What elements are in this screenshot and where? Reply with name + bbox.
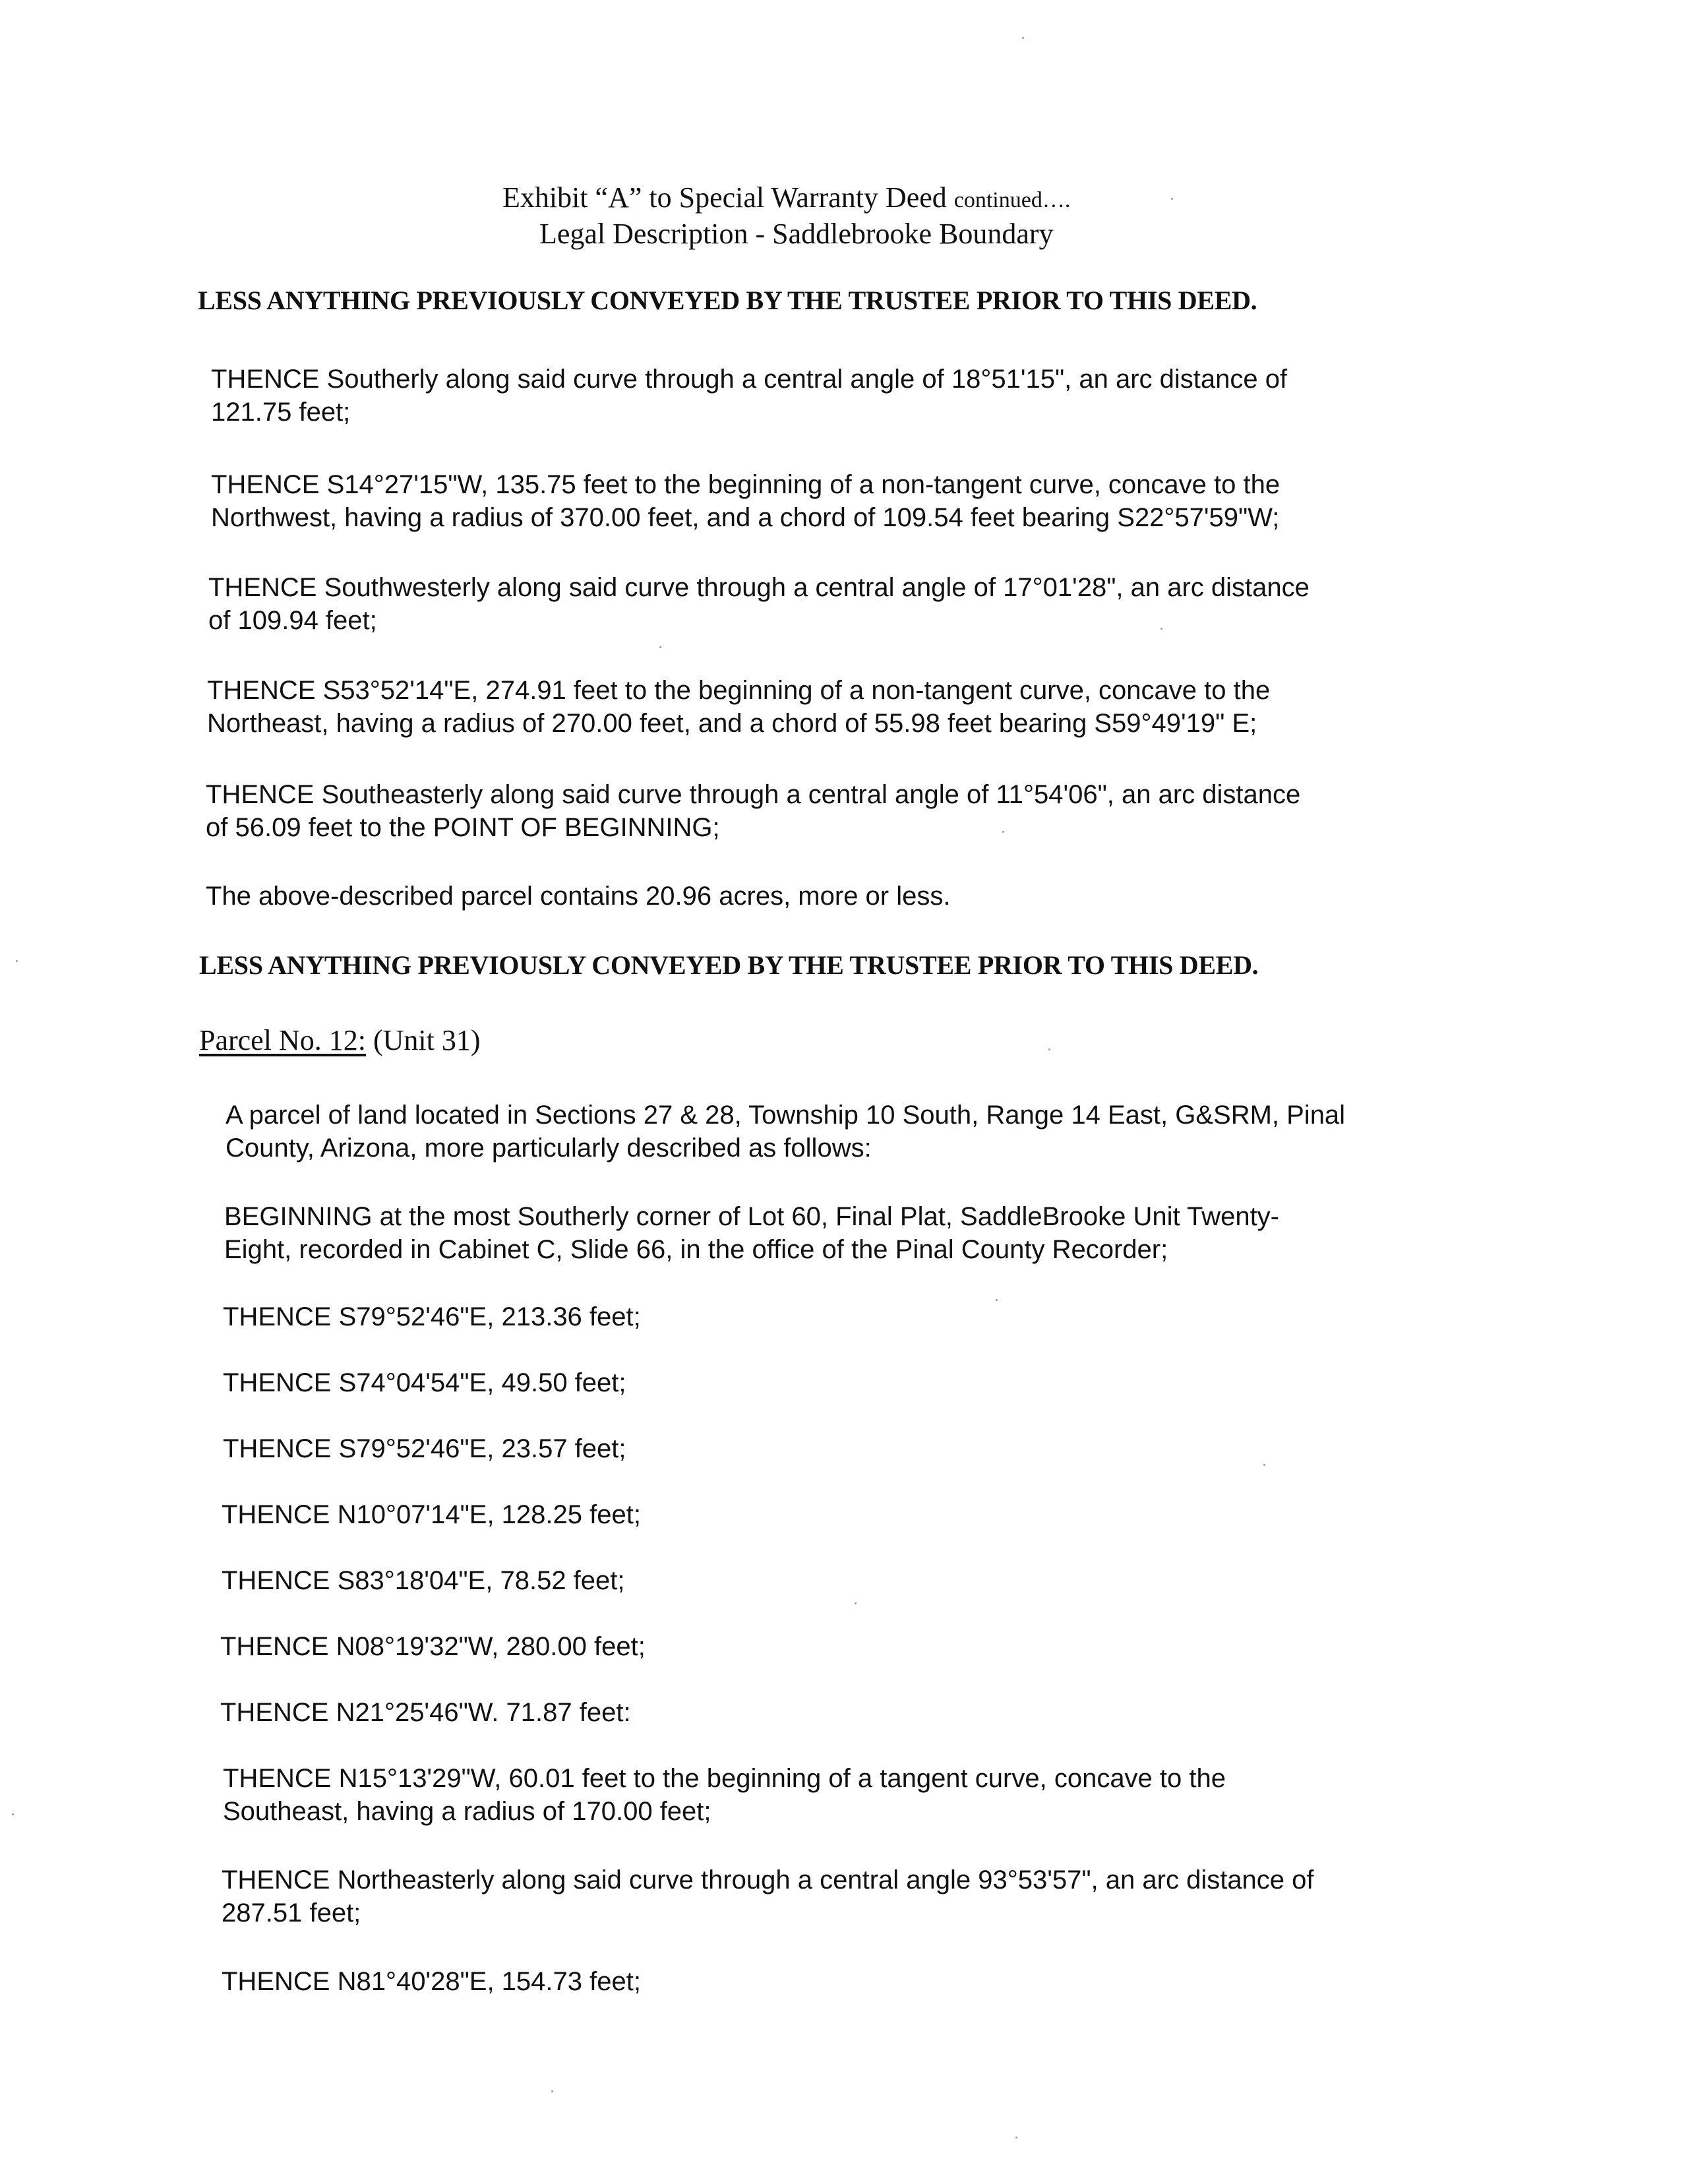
exhibit-title-continued: continued…. <box>953 188 1071 212</box>
exhibit-title-main: Exhibit “A” to Special Warranty Deed <box>502 181 954 214</box>
parcel-heading <box>199 1022 480 1059</box>
course-3: THENCE S79°52'46"E, 23.57 feet; <box>223 1434 626 1463</box>
scan-speck <box>12 1813 14 1815</box>
course-7: THENCE N21°25'46"W. 71.87 feet: <box>220 1698 631 1727</box>
course-8: THENCE N15°13'29"W, 60.01 feet to the beginning of a tangent curve, concave to the Southeast, having a radius of 170.00 feet; <box>223 1764 1226 1826</box>
paragraph-3: THENCE Southwesterly along said curve through a central angle of 17°01'28", an arc distance of 109.94 feet; <box>208 573 1310 635</box>
scan-speck <box>1022 37 1024 39</box>
scan-speck <box>16 960 18 962</box>
course-9: THENCE Northeasterly along said curve through a central angle 93°53'57", an arc distance of 287.51 feet; <box>222 1866 1314 1927</box>
paragraph-1: THENCE Southerly along said curve through a central angle of 18°51'15", an arc distance of 121.75 feet; <box>211 365 1288 427</box>
paragraph-4: THENCE S53°52'14"E, 274.91 feet to the beginning of a non-tangent curve, concave to the Northeast, having a radius of 270.00 feet, and a chord of 55.98 feet bearing S59°49'19" E; <box>207 676 1271 738</box>
scan-speck <box>1171 198 1173 200</box>
scan-speck <box>1048 1048 1050 1050</box>
scan-speck <box>996 1299 998 1301</box>
scan-speck <box>1160 628 1162 630</box>
scan-speck <box>1015 2137 1017 2138</box>
course-10: THENCE N81°40'28"E, 154.73 feet; <box>222 1967 641 1996</box>
parcel-location: A parcel of land located in Sections 27 & 28, Township 10 South, Range 14 East, G&SRM, Pinal County, Arizona, more particularly described as follows: <box>226 1101 1346 1163</box>
legal-description-title: Legal Description - Saddlebrooke Boundary <box>539 218 1054 250</box>
point-of-beginning: BEGINNING at the most Southerly corner of Lot 60, Final Plat, SaddleBrooke Unit Twenty- Eight, recorded in Cabinet C, Slide 66, in the office of the Pinal County Recorder; <box>224 1202 1279 1264</box>
paragraph-5: THENCE Southeasterly along said curve through a central angle of 11°54'06", an arc distance of 56.09 feet to the POINT OF BEGINNING; <box>206 780 1301 842</box>
scan-speck <box>551 2090 553 2092</box>
course-1: THENCE S79°52'46"E, 213.36 feet; <box>223 1302 641 1331</box>
course-2: THENCE S74°04'54"E, 49.50 feet; <box>223 1368 626 1397</box>
paragraph-2: THENCE S14°27'15"W, 135.75 feet to the beginning of a non-tangent curve, concave to the Northwest, having a radius of 370.00 feet, and a chord of 109.54 feet bearing S22°57'59"W; <box>211 470 1281 532</box>
exhibit-title <box>502 179 1070 219</box>
less-notice-2: LESS ANYTHING PREVIOUSLY CONVEYED BY THE TRUSTEE PRIOR TO THIS DEED. <box>199 950 1259 980</box>
scan-speck <box>1263 1464 1265 1466</box>
scan-speck <box>855 1602 857 1604</box>
scan-speck <box>659 646 661 648</box>
course-5: THENCE S83°18'04"E, 78.52 feet; <box>222 1566 625 1595</box>
parcel-number: Parcel No. 12: <box>199 1024 366 1056</box>
parcel-unit: (Unit 31) <box>365 1024 481 1056</box>
acreage-statement: The above-described parcel contains 20.96 acres, more or less. <box>206 882 951 911</box>
less-notice-1: LESS ANYTHING PREVIOUSLY CONVEYED BY THE TRUSTEE PRIOR TO THIS DEED. <box>198 286 1257 315</box>
course-6: THENCE N08°19'32"W, 280.00 feet; <box>220 1632 646 1661</box>
course-4: THENCE N10°07'14"E, 128.25 feet; <box>222 1500 641 1529</box>
scan-speck <box>1002 831 1004 833</box>
